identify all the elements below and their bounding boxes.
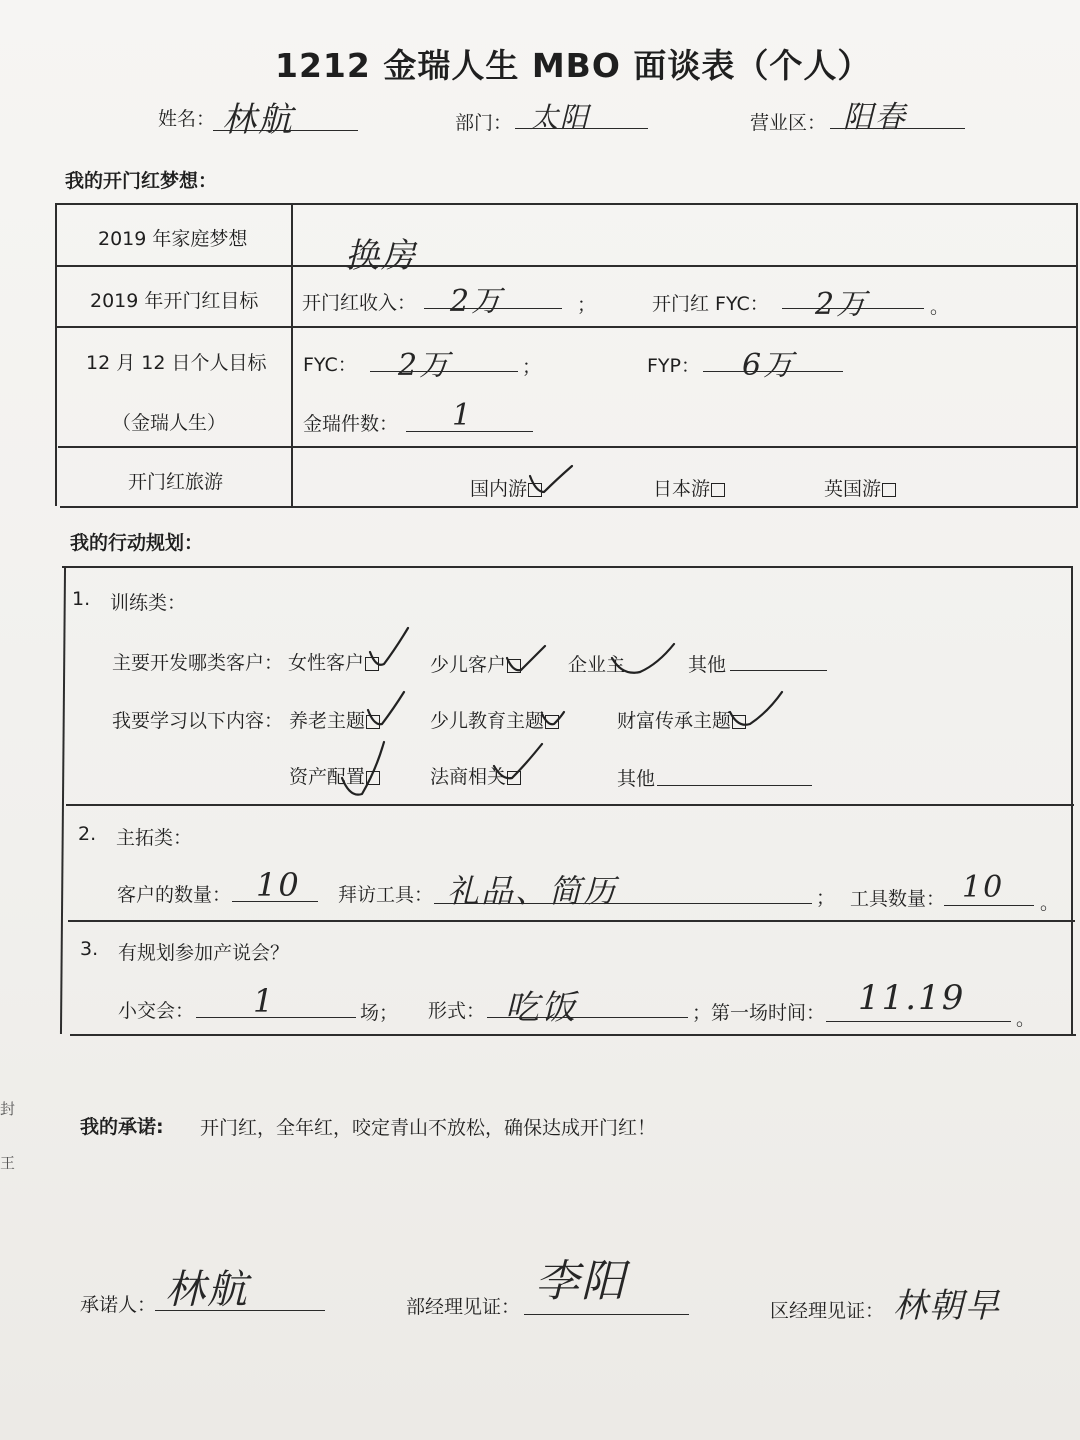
dept-manager-underline: [524, 1314, 689, 1315]
tool-count-handwriting: 10: [962, 870, 1005, 905]
family-dream-label: 2019 年家庭梦想: [98, 228, 248, 250]
learn-label: 我要学习以下内容：: [112, 710, 284, 732]
cust-business-label: 企业主: [568, 654, 626, 676]
learn-wealth-checkmark: [728, 690, 784, 730]
area-label: 营业区：: [750, 112, 827, 134]
promisor-label: 承诺人：: [80, 1294, 157, 1316]
cust-female-label: 女性客户: [288, 652, 365, 674]
client-count-label: 客户的数量：: [117, 884, 232, 906]
tool-semicolon: ；: [816, 887, 836, 909]
edge-mark-1: 封: [0, 1100, 16, 1118]
tool-count-label: 工具数量：: [850, 888, 946, 910]
kaimen-fyc-label: 开门红 FYC：: [652, 293, 769, 315]
row2-period: 。: [930, 296, 950, 318]
s3-number: 3.: [80, 938, 99, 960]
learn-pension-checkmark: [366, 690, 406, 728]
trip-domestic-checkmark: [528, 462, 576, 498]
first-time-underline: [826, 1021, 1011, 1022]
form-label: 形式：: [428, 1000, 486, 1022]
learn-other-label: 其他: [617, 768, 656, 790]
kaimen-fyc-underline: [782, 308, 924, 309]
client-count-underline: [232, 901, 318, 902]
name-underline: [213, 130, 358, 131]
kaimen-income-underline: [424, 308, 562, 309]
case-count-label: 金瑞件数：: [303, 413, 399, 435]
kaimen-income-handwriting: 2万: [450, 284, 504, 319]
small-meeting-label: 小交会：: [118, 1000, 195, 1022]
row2-semicolon: ；: [577, 294, 597, 316]
learn-asset-checkmark: [340, 740, 386, 800]
s3-title: 有规划参加产说会？: [118, 942, 290, 964]
area-manager-label: 区经理见证：: [770, 1300, 885, 1322]
personal-fyc-label: FYC：: [303, 354, 357, 376]
learn-wealth-label: 财富传承主题: [617, 710, 732, 732]
trip-japan-checkbox[interactable]: [711, 483, 725, 497]
dept-underline: [515, 128, 648, 129]
personal-fyc-handwriting: 2万: [398, 348, 452, 383]
trip-japan-label: 日本游: [653, 478, 711, 500]
trip-uk-option[interactable]: [824, 474, 896, 501]
fyp-underline: [703, 371, 843, 372]
dept-label: 部门：: [455, 112, 513, 134]
s1-number: 1.: [72, 588, 91, 610]
edge-mark-2: 王: [0, 1154, 16, 1172]
cust-business-checkmark: [610, 642, 676, 676]
case-count-handwriting: 1: [452, 398, 474, 433]
tool-label: 拜访工具：: [338, 884, 434, 906]
trip-uk-label: 英国游: [824, 478, 882, 500]
first-time-label: ；第一场时间：: [692, 1002, 826, 1024]
s2-number: 2.: [78, 823, 97, 845]
s1-title: 训练类：: [110, 592, 187, 614]
cust-other-label: 其他: [688, 654, 727, 676]
dept-handwriting: 太阳: [530, 101, 591, 134]
trip-japan-option[interactable]: [653, 474, 725, 501]
learn-child-edu-checkmark: [540, 708, 566, 728]
s3-period: 。: [1016, 1008, 1036, 1030]
name-handwriting: 林航: [222, 100, 294, 140]
learn-wealth-option[interactable]: [617, 706, 746, 733]
learn-legal-label: 法商相关: [430, 766, 507, 788]
cust-female-option[interactable]: [288, 648, 379, 675]
s2-period: 。: [1040, 892, 1060, 914]
cust-other-underline[interactable]: [730, 670, 827, 671]
promise-text: 开门红，全年红，咬定青山不放松，确保达成开门红！: [200, 1117, 657, 1139]
row3-semicolon: ；: [522, 356, 542, 378]
trip-domestic-label: 国内游: [470, 478, 528, 500]
tool-handwriting: 礼品、简历: [447, 872, 618, 910]
kaimen-income-label: 开门红收入：: [302, 292, 417, 314]
tool-underline: [434, 903, 812, 904]
cust-child-checkmark: [505, 642, 547, 674]
small-meeting-underline: [196, 1017, 356, 1018]
action-heading: 我的行动规划：: [70, 532, 204, 554]
promise-label: 我的承诺:: [80, 1116, 164, 1138]
form-handwriting: 吃饭: [505, 988, 577, 1028]
personal-target-label: 12 月 12 日个人目标: [86, 352, 267, 374]
family-dream-handwriting: 换房: [345, 236, 417, 276]
promisor-signature: 林航: [165, 1267, 249, 1313]
promisor-underline: [155, 1310, 325, 1311]
trip-uk-checkbox[interactable]: [882, 483, 896, 497]
kaimen-target-label: 2019 年开门红目标: [90, 290, 259, 312]
form-title: 1212 金瑞人生 MBO 面谈表（个人）: [275, 46, 872, 85]
s2-title: 主拓类：: [116, 827, 193, 849]
personal-fyc-underline: [370, 371, 518, 372]
learn-legal-checkmark: [492, 742, 544, 782]
personal-target-sub-label: （金瑞人生）: [112, 412, 227, 434]
area-underline: [830, 128, 965, 129]
cust-child-label: 少儿客户: [430, 654, 507, 676]
learn-other-underline[interactable]: [657, 785, 812, 786]
cust-female-checkmark: [368, 626, 410, 670]
area-handwriting: 阳春: [843, 100, 907, 135]
learn-asset-label: 资产配置: [289, 766, 366, 788]
dept-manager-signature: 李阳: [535, 1256, 627, 1307]
fyp-label: FYP：: [647, 355, 700, 377]
trip-label: 开门红旅游: [128, 471, 224, 493]
small-meeting-unit: 场；: [360, 1002, 399, 1024]
tool-count-underline: [944, 905, 1034, 906]
area-manager-signature: 林朝早: [893, 1286, 1001, 1326]
customers-label: 主要开发哪类客户：: [112, 652, 284, 674]
case-count-underline: [406, 431, 533, 432]
learn-pension-label: 养老主题: [289, 710, 366, 732]
form-underline: [487, 1017, 688, 1018]
kaimen-fyc-handwriting: 2万: [815, 287, 869, 322]
learn-child-edu-label: 少儿教育主题: [430, 710, 545, 732]
name-label: 姓名：: [158, 108, 216, 130]
fyp-handwriting: 6万: [742, 348, 796, 383]
small-meeting-handwriting: 1: [253, 982, 276, 1020]
dept-manager-label: 部经理见证：: [406, 1296, 521, 1318]
first-time-handwriting: 11.19: [858, 978, 966, 1018]
dream-heading: 我的开门红梦想：: [65, 170, 218, 192]
client-count-handwriting: 10: [256, 866, 301, 904]
